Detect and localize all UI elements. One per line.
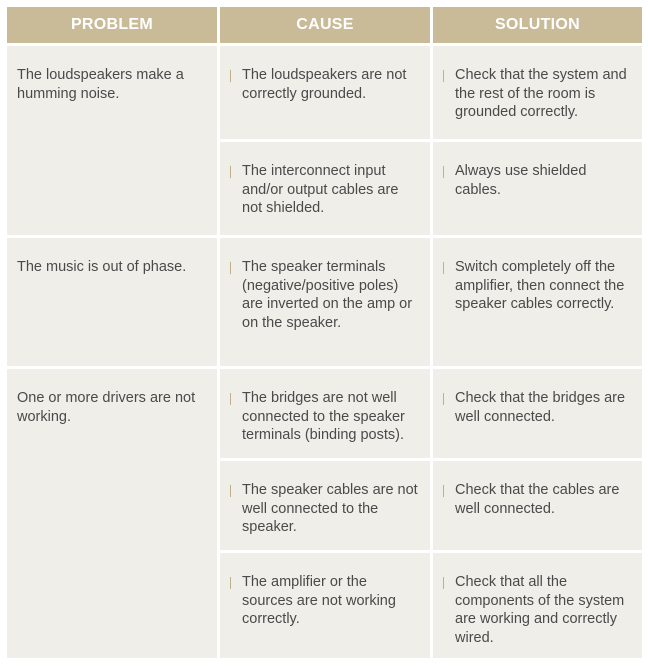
problem-cell	[7, 238, 217, 366]
cause-cell	[220, 461, 430, 550]
problem-text: The music is out of phase.	[17, 259, 187, 275]
solution-text: Check that all the components of the system are working and correctly wired.	[455, 574, 625, 646]
solution-text: Check that the bridges are well connected.	[455, 390, 626, 425]
table-row	[7, 369, 642, 458]
cause-text: The speaker cables are not well connected to the speaker.	[242, 482, 418, 535]
divider-bar	[230, 70, 231, 82]
table-row	[7, 238, 642, 366]
cause-text: The bridges are not well connected to the speaker terminals (binding posts).	[242, 390, 405, 443]
header-solution: SOLUTION	[433, 7, 642, 43]
solution-cell	[433, 142, 642, 235]
solution-cell	[433, 553, 642, 658]
problem-cell	[7, 46, 217, 235]
divider-bar	[443, 577, 444, 589]
divider-bar	[443, 70, 444, 82]
divider-bar	[230, 485, 231, 497]
cause-text: The interconnect input and/or output cables are not shielded.	[242, 163, 399, 216]
cause-cell	[220, 142, 430, 235]
solution-text: Check that the cables are well connected.	[455, 482, 620, 517]
solution-cell	[433, 369, 642, 458]
divider-bar	[443, 485, 444, 497]
solution-text: Always use shielded cables.	[455, 163, 587, 198]
cause-text: The loudspeakers are not correctly grounded.	[242, 67, 407, 102]
divider-bar	[443, 166, 444, 178]
solution-cell	[433, 461, 642, 550]
divider-bar	[230, 393, 231, 405]
solution-cell	[433, 238, 642, 366]
solution-text: Switch completely off the amplifier, then connect the speaker cables correctly.	[455, 259, 625, 312]
divider-bar	[230, 262, 231, 274]
problem-text: The loudspeakers make a humming noise.	[17, 67, 184, 102]
cause-cell	[220, 369, 430, 458]
problem-text: One or more drivers are not working.	[17, 390, 196, 425]
divider-bar	[230, 166, 231, 178]
divider-bar	[230, 577, 231, 589]
cause-cell	[220, 238, 430, 366]
table-row	[7, 46, 642, 139]
divider-bar	[443, 262, 444, 274]
cause-cell	[220, 553, 430, 658]
troubleshooting-table	[4, 4, 645, 661]
solution-text: Check that the system and the rest of the room is grounded correctly.	[455, 67, 627, 120]
cause-text: The amplifier or the sources are not working correctly.	[242, 574, 396, 627]
solution-cell	[433, 46, 642, 139]
cause-cell	[220, 46, 430, 139]
header-problem: PROBLEM	[7, 7, 217, 43]
problem-cell	[7, 369, 217, 658]
header-row	[7, 7, 642, 43]
divider-bar	[443, 393, 444, 405]
header-cause: CAUSE	[220, 7, 430, 43]
cause-text: The speaker terminals (negative/positive poles) are inverted on the amp or on the speaker.	[242, 259, 413, 331]
